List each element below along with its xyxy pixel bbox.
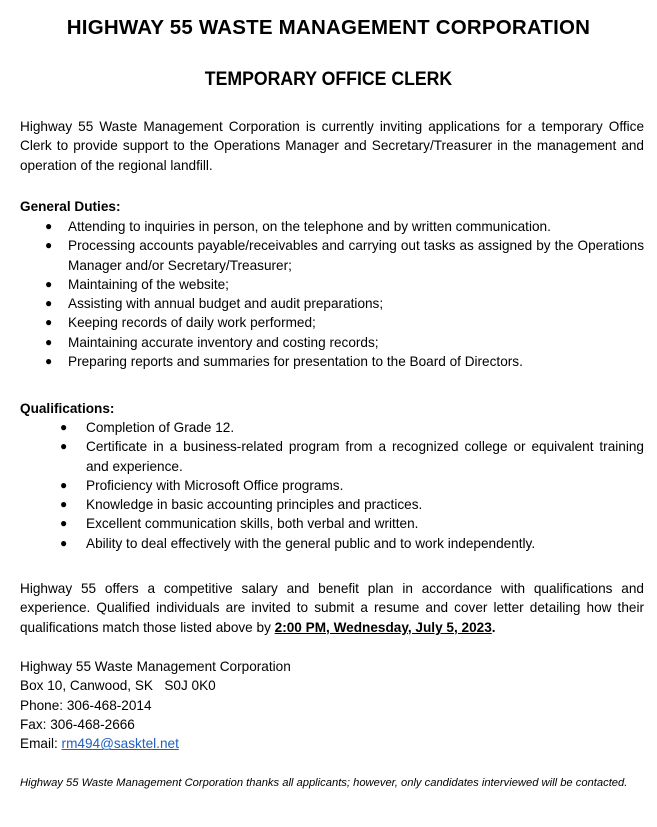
list-item bbox=[45, 313, 644, 332]
duty-text: Attending to inquiries in person, on the telephone and by written communication. bbox=[68, 219, 551, 234]
deadline-period: . bbox=[491, 619, 496, 635]
footer-note: Highway 55 Waste Management Corporation thanks all applicants; however, only candidates interviewed will be contacted. bbox=[20, 777, 628, 789]
list-item bbox=[45, 352, 644, 371]
duty-text: Processing accounts payable/receivables and carrying out tasks as assigned by the Operations Manager and/or Secretary/Treasurer; bbox=[68, 238, 644, 273]
application-deadline: 2:00 PM, Wednesday, July 5, 2023 bbox=[274, 619, 492, 635]
bullet-icon: ● bbox=[45, 276, 53, 291]
general-duties-heading: General Duties: bbox=[20, 199, 121, 214]
qualification-text: Completion of Grade 12. bbox=[86, 420, 235, 435]
bullet-icon: ● bbox=[60, 439, 68, 454]
list-item bbox=[45, 236, 644, 275]
position-title: TEMPORARY OFFICE CLERK bbox=[204, 69, 453, 90]
list-item bbox=[45, 217, 644, 236]
list-item bbox=[60, 534, 644, 553]
duty-text: Maintaining accurate inventory and costing records; bbox=[68, 334, 379, 350]
list-item bbox=[60, 476, 644, 495]
email-label: Email: bbox=[20, 736, 62, 752]
bullet-icon: ● bbox=[60, 497, 68, 512]
qualification-text: Ability to deal effectively with the general public and to work independently. bbox=[86, 535, 536, 551]
bullet-icon: ● bbox=[60, 477, 68, 492]
qualification-text: Certificate in a business-related program from a recognized college or equivalent training and experience. bbox=[86, 439, 644, 474]
bullet-icon: ● bbox=[60, 420, 68, 434]
list-item bbox=[60, 495, 644, 514]
bullet-icon: ● bbox=[45, 315, 53, 330]
contact-phone: Phone: 306-468-2014 bbox=[20, 697, 152, 713]
contact-email-line bbox=[20, 734, 291, 753]
duty-text: Keeping records of daily work performed; bbox=[68, 315, 316, 331]
list-item bbox=[45, 333, 644, 352]
qualification-text: Knowledge in basic accounting principles and practices. bbox=[86, 497, 423, 513]
bullet-icon: ● bbox=[45, 334, 53, 349]
contact-address: Box 10, Canwood, SK S0J 0K0 bbox=[20, 678, 216, 694]
list-item bbox=[45, 275, 644, 294]
qualification-text: Excellent communication skills, both verbal and written. bbox=[86, 516, 419, 532]
duty-text: Preparing reports and summaries for presentation to the Board of Directors. bbox=[68, 354, 523, 370]
bullet-icon: ● bbox=[45, 354, 53, 369]
bullet-icon: ● bbox=[60, 535, 68, 550]
contact-block bbox=[20, 657, 291, 753]
intro-paragraph: Highway 55 Waste Management Corporation is currently inviting applications for a temporary Office Clerk to provide support to the Operations Manager and Secretary/Treasurer in the management and operation of the regional landfill. bbox=[20, 119, 644, 173]
organization-title: HIGHWAY 55 WASTE MANAGEMENT CORPORATION bbox=[66, 16, 591, 39]
duty-text: Maintaining of the website; bbox=[68, 276, 229, 292]
email-link[interactable]: rm494@sasktel.net bbox=[61, 736, 179, 752]
list-item bbox=[60, 418, 644, 437]
list-item bbox=[60, 514, 644, 533]
general-duties-list bbox=[45, 217, 644, 371]
closing-paragraph bbox=[20, 579, 644, 637]
list-item bbox=[60, 437, 644, 476]
qualifications-list bbox=[60, 418, 644, 553]
list-item bbox=[45, 294, 644, 313]
bullet-icon: ● bbox=[45, 296, 53, 311]
qualifications-heading: Qualifications: bbox=[20, 401, 115, 416]
contact-organization: Highway 55 Waste Management Corporation bbox=[20, 659, 291, 674]
bullet-icon: ● bbox=[45, 238, 53, 253]
contact-fax: Fax: 306-468-2666 bbox=[20, 716, 135, 732]
closing-text: Highway 55 offers a competitive salary and benefit plan in accordance with qualifications and experience. Qualified individuals are invited to submit a resume and cover letter detailing how their qualifications match those listed above by bbox=[20, 581, 644, 635]
bullet-icon: ● bbox=[60, 516, 68, 531]
qualification-text: Proficiency with Microsoft Office programs. bbox=[86, 477, 344, 493]
bullet-icon: ● bbox=[45, 219, 53, 233]
duty-text: Assisting with annual budget and audit preparations; bbox=[68, 296, 384, 312]
